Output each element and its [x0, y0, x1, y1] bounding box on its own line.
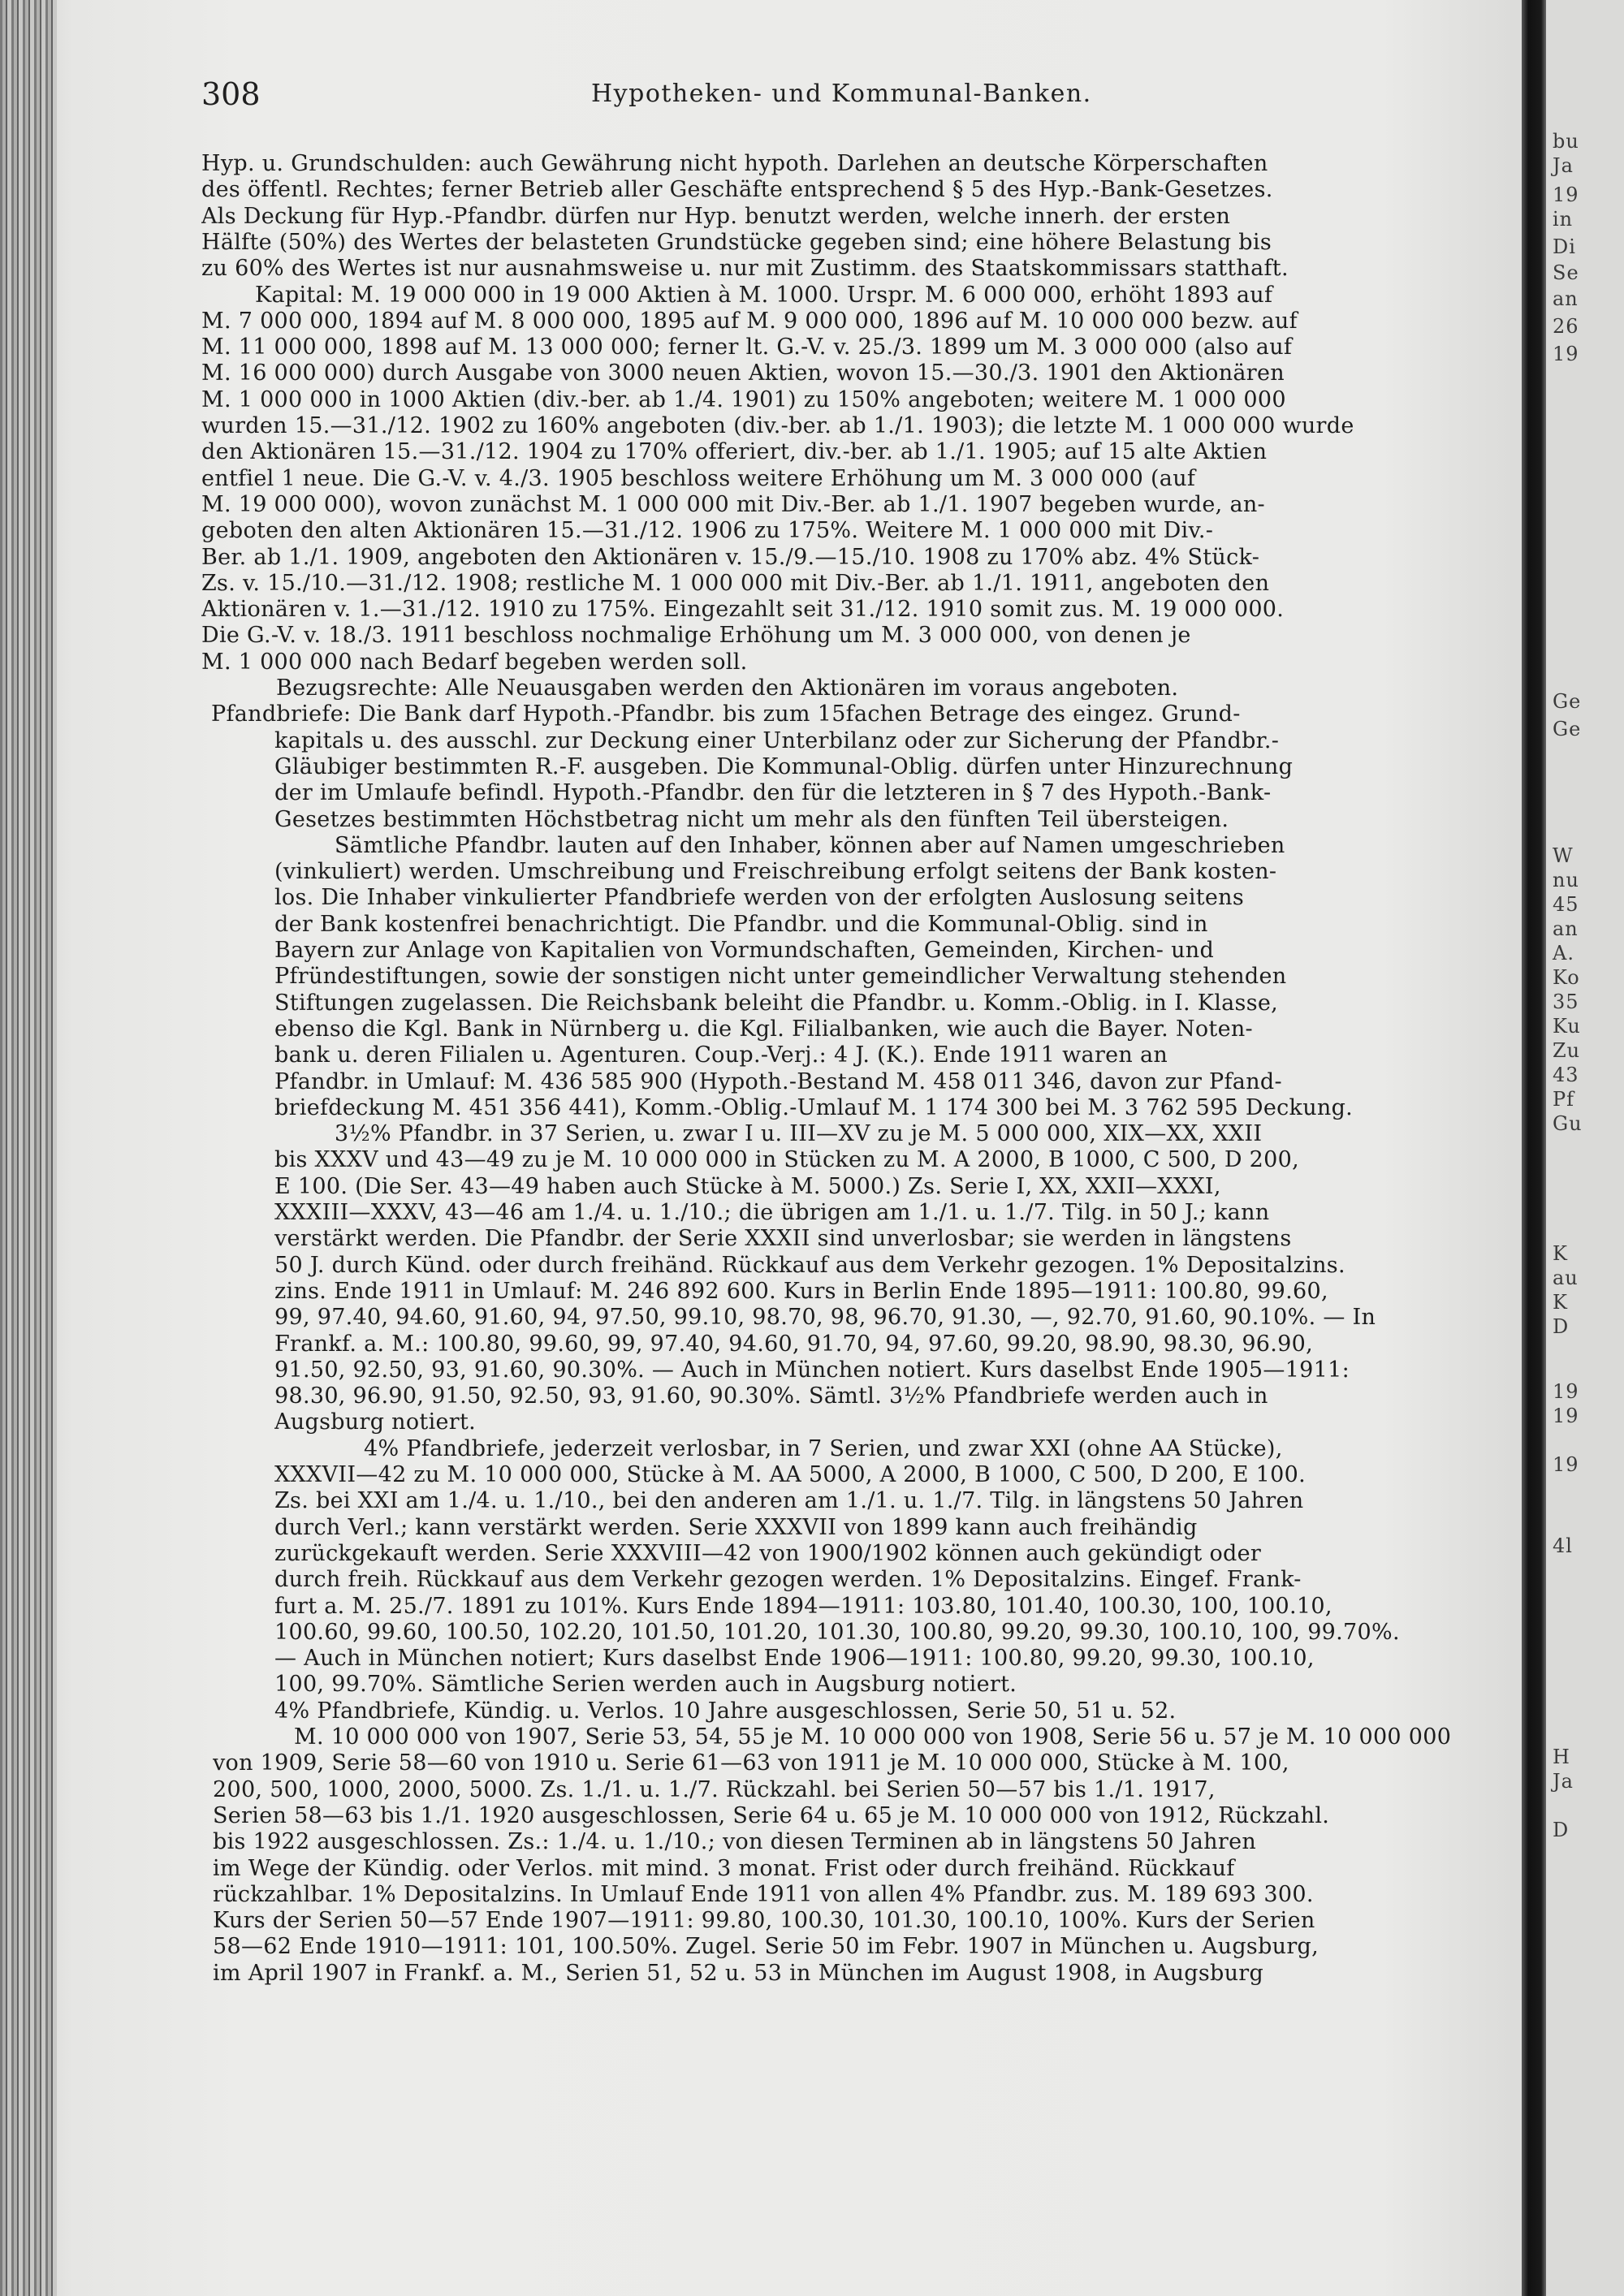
- text-line: von 1909, Serie 58—60 von 1910 u. Serie 61—63 von 1911 je M. 10 000 000, Stücke à M. 100,: [213, 1750, 1289, 1776]
- text-line: bis XXXV und 43—49 zu je M. 10 000 000 in Stücken zu M. A 2000, B 1000, C 500, D 200,: [274, 1147, 1299, 1173]
- text-line: verstärkt werden. Die Pfandbr. der Serie XXXII sind unverlosbar; sie werden in längstens: [274, 1226, 1292, 1252]
- next-page-text-fragment: 19: [1553, 183, 1579, 206]
- text-line: Bezugsrechte: Alle Neuausgaben werden den Aktionären im voraus angeboten.: [276, 675, 1179, 701]
- text-line: M. 16 000 000) durch Ausgabe von 3000 neuen Aktien, wovon 15.—30./3. 1901 den Aktionären: [201, 360, 1285, 386]
- text-line: Sämtliche Pfandbr. lauten auf den Inhaber, können aber auf Namen umgeschrieben: [335, 832, 1285, 858]
- next-page-text-fragment: A.: [1553, 942, 1574, 965]
- text-line: Zs. bei XXI am 1./4. u. 1./10., bei den anderen am 1./1. u. 1./7. Tilg. in längstens 50 Jahren: [274, 1488, 1304, 1514]
- text-line: 58—62 Ende 1910—1911: 101, 100.50%. Zugel. Serie 50 im Febr. 1907 in München u. Augsburg,: [213, 1934, 1320, 1960]
- next-page-text-fragment: Di: [1553, 235, 1576, 258]
- text-line: ebenso die Kgl. Bank in Nürnberg u. die Kgl. Filialbanken, wie auch die Bayer. Noten-: [274, 1016, 1253, 1042]
- text-line: 91.50, 92.50, 93, 91.60, 90.30%. — Auch in München notiert. Kurs daselbst Ende 1905—1911:: [274, 1357, 1350, 1383]
- text-line: Hälfte (50%) des Wertes der belasteten Grundstücke gegeben sind; eine höhere Belastung bis: [201, 229, 1272, 255]
- text-line: M. 7 000 000, 1894 auf M. 8 000 000, 1895 auf M. 9 000 000, 1896 auf M. 10 000 000 bezw. auf: [201, 308, 1298, 334]
- text-line: 4% Pfandbriefe, jederzeit verlosbar, in 7 Serien, und zwar XXI (ohne AA Stücke),: [364, 1435, 1283, 1461]
- next-page-text-fragment: Ge: [1553, 690, 1582, 713]
- next-page-text-fragment: 19: [1553, 1405, 1579, 1427]
- text-line: M. 10 000 000 von 1907, Serie 53, 54, 55 je M. 10 000 000 von 1908, Serie 56 u. 57 je M. 10 000 000: [294, 1724, 1452, 1750]
- text-line: 4% Pfandbriefe, Kündig. u. Verlos. 10 Jahre ausgeschlossen, Serie 50, 51 u. 52.: [274, 1698, 1177, 1724]
- text-line: 200, 500, 1000, 2000, 5000. Zs. 1./1. u. 1./7. Rückzahl. bei Serien 50—57 bis 1./1. 1917,: [213, 1776, 1216, 1802]
- next-page-text-fragment: 19: [1553, 1380, 1579, 1403]
- text-line: Kapital: M. 19 000 000 in 19 000 Aktien à M. 1000. Urspr. M. 6 000 000, erhöht 1893 auf: [255, 282, 1273, 308]
- text-line: 98.30, 96.90, 91.50, 92.50, 93, 91.60, 90.30%. Sämtl. 3½% Pfandbriefe werden auch in: [274, 1383, 1268, 1409]
- next-page-text-fragment: Ja: [1553, 1770, 1574, 1793]
- text-line: des öffentl. Rechtes; ferner Betrieb aller Geschäfte entsprechend § 5 des Hyp.-Bank-Gesetzes.: [201, 177, 1273, 203]
- next-page-text-fragment: K: [1553, 1242, 1568, 1265]
- next-page-text-fragment: K: [1553, 1291, 1568, 1314]
- page-header: [201, 76, 1517, 117]
- next-page-text-fragment: Ge: [1553, 718, 1582, 740]
- next-page-text-fragment: 26: [1553, 315, 1579, 338]
- text-line: der im Umlaufe befindl. Hypoth.-Pfandbr. den für die letzteren in § 7 des Hypoth.-Bank-: [274, 780, 1272, 806]
- next-page-edge: [1546, 0, 1624, 2296]
- next-page-text-fragment: D: [1553, 1819, 1570, 1841]
- text-line: 100, 99.70%. Sämtliche Serien werden auch in Augsburg notiert.: [274, 1672, 1017, 1698]
- text-line: im April 1907 in Frankf. a. M., Serien 51, 52 u. 53 in München im August 1908, in Augsburg: [213, 1960, 1264, 1986]
- text-line: durch Verl.; kann verstärkt werden. Serie XXXVII von 1899 kann auch freihändig: [274, 1514, 1198, 1540]
- text-line: 99, 97.40, 94.60, 91.60, 94, 97.50, 99.10, 98.70, 98, 96.70, 91.30, —, 92.70, 91.60, 90.10%. — In: [274, 1305, 1376, 1331]
- text-line: XXXVII—42 zu M. 10 000 000, Stücke à M. AA 5000, A 2000, B 1000, C 500, D 200, E 100.: [274, 1462, 1306, 1487]
- text-line: M. 1 000 000 in 1000 Aktien (div.-ber. ab 1./4. 1901) zu 150% angeboten; weitere M. 1 000 000: [201, 386, 1286, 412]
- text-line: Pfandbr. in Umlauf: M. 436 585 900 (Hypoth.-Bestand M. 458 011 346, davon zur Pfand-: [274, 1068, 1282, 1094]
- text-line: der Bank kostenfrei benachrichtigt. Die Pfandbr. und die Kommunal-Oblig. sind in: [274, 911, 1208, 937]
- next-page-text-fragment: 19: [1553, 1453, 1579, 1476]
- next-page-text-fragment: au: [1553, 1267, 1579, 1289]
- next-page-text-fragment: Gu: [1553, 1112, 1583, 1135]
- text-line: im Wege der Kündig. oder Verlos. mit mind. 3 monat. Frist oder durch freihänd. Rückkauf: [213, 1855, 1235, 1881]
- book-gutter: [1522, 0, 1546, 2296]
- text-line: furt a. M. 25./7. 1891 zu 101%. Kurs Ende 1894—1911: 103.80, 101.40, 100.30, 100, 100.10,: [274, 1593, 1332, 1619]
- text-line: wurden 15.—31./12. 1902 zu 160% angeboten (div.-ber. ab 1./1. 1903); die letzte M. 1 000 000 wurde: [201, 413, 1354, 438]
- next-page-text-fragment: Ku: [1553, 1015, 1581, 1038]
- next-page-text-fragment: 35: [1553, 990, 1579, 1013]
- text-line: 3½% Pfandbr. in 37 Serien, u. zwar I u. III—XV zu je M. 5 000 000, XIX—XX, XXII: [335, 1121, 1263, 1147]
- next-page-text-fragment: 43: [1553, 1064, 1579, 1086]
- text-line: M. 19 000 000), wovon zunächst M. 1 000 000 mit Div.-Ber. ab 1./1. 1907 begeben wurde, an-: [201, 491, 1265, 517]
- text-line: XXXIII—XXXV, 43—46 am 1./4. u. 1./10.; die übrigen am 1./1. u. 1./7. Tilg. in 50 J.; kann: [274, 1200, 1270, 1225]
- next-page-text-fragment: 4l: [1553, 1534, 1573, 1557]
- next-page-text-fragment: Ja: [1553, 154, 1574, 177]
- text-line: Die G.-V. v. 18./3. 1911 beschloss nochmalige Erhöhung um M. 3 000 000, von denen je: [201, 623, 1191, 649]
- next-page-text-fragment: bu: [1553, 130, 1579, 153]
- next-page-text-fragment: in: [1553, 208, 1574, 231]
- text-line: Stiftungen zugelassen. Die Reichsbank beleiht die Pfandbr. u. Komm.-Oblig. in I. Klasse,: [274, 990, 1279, 1016]
- next-page-text-fragment: an: [1553, 287, 1579, 310]
- next-page-text-fragment: H: [1553, 1746, 1570, 1768]
- next-page-text-fragment: Pf: [1553, 1088, 1575, 1111]
- text-line: E 100. (Die Ser. 43—49 haben auch Stücke à M. 5000.) Zs. Serie I, XX, XXII—XXXI,: [274, 1173, 1221, 1199]
- next-page-text-fragment: an: [1553, 917, 1579, 940]
- page-number: 308: [201, 76, 261, 112]
- text-line: Als Deckung für Hyp.-Pfandbr. dürfen nur Hyp. benutzt werden, welche innerh. der ersten: [201, 203, 1231, 229]
- text-line: bis 1922 ausgeschlossen. Zs.: 1./4. u. 1./10.; von diesen Terminen ab in längstens 50 Jahren: [213, 1829, 1257, 1855]
- text-line: 50 J. durch Künd. oder durch freihänd. Rückkauf aus dem Verkehr gezogen. 1% Depositalzins.: [274, 1252, 1345, 1278]
- text-line: los. Die Inhaber vinkulierter Pfandbriefe werden von der erfolgten Auslosung seitens: [274, 885, 1245, 911]
- next-page-text-fragment: W: [1553, 844, 1574, 867]
- text-line: 100.60, 99.60, 100.50, 102.20, 101.50, 101.20, 101.30, 100.80, 99.20, 99.30, 100.10, 100, 99.70%.: [274, 1619, 1400, 1645]
- text-line: Gesetzes bestimmten Höchstbetrag nicht um mehr als den fünften Teil übersteigen.: [274, 806, 1229, 832]
- text-line: briefdeckung M. 451 356 441), Komm.-Oblig.-Umlauf M. 1 174 300 bei M. 3 762 595 Deckung.: [274, 1094, 1354, 1120]
- text-line: kapitals u. des ausschl. zur Deckung einer Unterbilanz oder zur Sicherung der Pfandbr.-: [274, 727, 1280, 753]
- text-line: Ber. ab 1./1. 1909, angeboten den Aktionären v. 15./9.—15./10. 1908 zu 170% abz. 4% Stück-: [201, 544, 1260, 570]
- text-line: zu 60% des Wertes ist nur ausnahmsweise u. nur mit Zustimm. des Staatskommissars statthaft.: [201, 256, 1289, 282]
- next-page-text-fragment: nu: [1553, 869, 1579, 891]
- text-line: Hyp. u. Grundschulden: auch Gewährung nicht hypoth. Darlehen an deutsche Körperschaften: [201, 151, 1268, 176]
- text-line: Pfandbriefe: Die Bank darf Hypoth.-Pfandbr. bis zum 15fachen Betrage des eingez. Grund-: [211, 701, 1241, 727]
- next-page-text-fragment: 45: [1553, 893, 1579, 916]
- text-line: Zs. v. 15./10.—31./12. 1908; restliche M. 1 000 000 mit Div.-Ber. ab 1./1. 1911, angeboten den: [201, 570, 1270, 596]
- text-line: geboten den alten Aktionären 15.—31./12. 1906 zu 175%. Weitere M. 1 000 000 mit Div.-: [201, 518, 1214, 544]
- text-line: bank u. deren Filialen u. Agenturen. Coup.-Verj.: 4 J. (K.). Ende 1911 waren an: [274, 1042, 1168, 1068]
- text-line: Pfründestiftungen, sowie der sonstigen nicht unter gemeindlicher Verwaltung stehenden: [274, 964, 1287, 990]
- text-line: den Aktionären 15.—31./12. 1904 zu 170% offeriert, div.-ber. ab 1./1. 1905; auf 15 alte Aktien: [201, 439, 1268, 465]
- text-line: M. 11 000 000, 1898 auf M. 13 000 000; ferner lt. G.-V. v. 25./3. 1899 um M. 3 000 000 (also auf: [201, 334, 1293, 360]
- next-page-text-fragment: D: [1553, 1315, 1570, 1338]
- text-line: rückzahlbar. 1% Depositalzins. In Umlauf Ende 1911 von allen 4% Pfandbr. zus. M. 189 693 300.: [213, 1881, 1314, 1907]
- next-page-text-fragment: Se: [1553, 261, 1579, 284]
- text-line: Aktionären v. 1.—31./12. 1910 zu 175%. Eingezahlt seit 31./12. 1910 somit zus. M. 19 000 000.: [201, 597, 1285, 623]
- next-page-text-fragment: Zu: [1553, 1039, 1581, 1062]
- text-line: entfiel 1 neue. Die G.-V. v. 4./3. 1905 beschloss weitere Erhöhung um M. 3 000 000 (auf: [201, 465, 1196, 491]
- text-line: Frankf. a. M.: 100.80, 99.60, 99, 97.40, 94.60, 91.70, 94, 97.60, 99.20, 98.90, 98.30, 96.90,: [274, 1331, 1313, 1357]
- text-line: (vinkuliert) werden. Umschreibung und Freischreibung erfolgt seitens der Bank kosten-: [274, 859, 1277, 885]
- text-line: Kurs der Serien 50—57 Ende 1907—1911: 99.80, 100.30, 101.30, 100.10, 100%. Kurs der Serien: [213, 1908, 1315, 1934]
- next-page-text-fragment: Ko: [1553, 966, 1580, 989]
- text-line: zins. Ende 1911 in Umlauf: M. 246 892 600. Kurs in Berlin Ende 1895—1911: 100.80, 99.60,: [274, 1278, 1328, 1304]
- running-title: Hypotheken- und Kommunal-Banken.: [591, 80, 1092, 108]
- text-line: Augsburg notiert.: [274, 1409, 477, 1435]
- text-line: Gläubiger bestimmten R.-F. ausgeben. Die Kommunal-Oblig. dürfen unter Hinzurechnung: [274, 753, 1294, 779]
- text-line: durch freih. Rückkauf aus dem Verkehr gezogen werden. 1% Depositalzins. Eingef. Frank-: [274, 1567, 1302, 1593]
- text-line: — Auch in München notiert; Kurs daselbst Ende 1906—1911: 100.80, 99.20, 99.30, 100.10,: [274, 1646, 1315, 1672]
- text-line: Bayern zur Anlage von Kapitalien von Vormundschaften, Gemeinden, Kirchen- und: [274, 938, 1215, 963]
- text-line: zurückgekauft werden. Serie XXXVIII—42 von 1900/1902 können auch gekündigt oder: [274, 1540, 1262, 1566]
- next-page-text-fragment: 19: [1553, 343, 1579, 365]
- book-spine-left: [0, 0, 57, 2296]
- text-line: Serien 58—63 bis 1./1. 1920 ausgeschlossen, Serie 64 u. 65 je M. 10 000 000 von 1912, Rückzahl.: [213, 1802, 1330, 1828]
- text-line: M. 1 000 000 nach Bedarf begeben werden soll.: [201, 649, 748, 675]
